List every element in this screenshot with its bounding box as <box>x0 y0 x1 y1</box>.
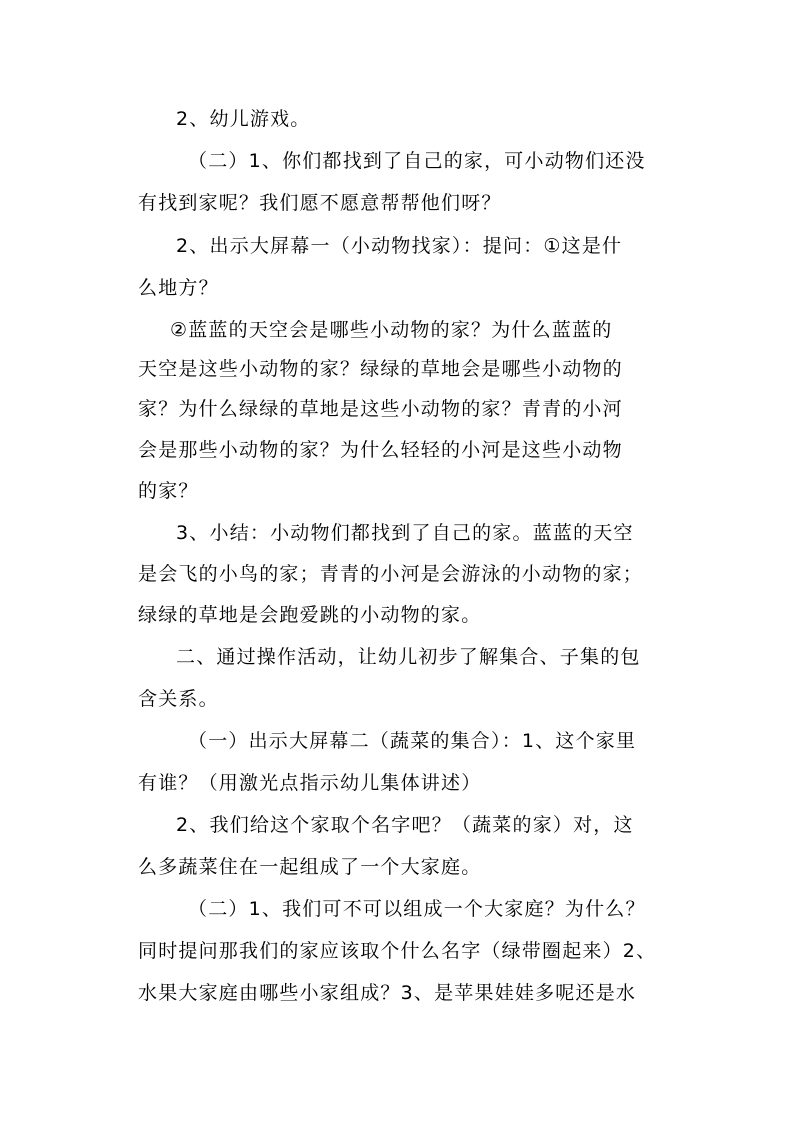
text-line: 么多蔬菜住在一起组成了一个大家庭。 <box>138 856 482 878</box>
text-line: 二、通过操作活动，让幼儿初步了解集合、子集的包 <box>176 646 641 668</box>
text-line: 么地方？ <box>138 277 219 299</box>
text-line: 会是那些小动物的家？为什么轻轻的小河是这些小动物 <box>138 439 623 461</box>
text-line: 有谁？（用激光点指示幼儿集体讲述） <box>138 772 482 794</box>
text-line: 绿绿的草地是会跑爱跳的小动物的家。 <box>138 604 482 626</box>
text-line: 2、我们给这个家取个名字吧？（蔬菜的家）对，这 <box>176 814 634 836</box>
text-line: （二）1、你们都找到了自己的家，可小动物们还没 <box>188 150 646 172</box>
text-line: （二）1、我们可不可以组成一个大家庭？为什么？ <box>188 898 646 920</box>
text-line: 水果大家庭由哪些小家组成？3、是苹果娃娃多呢还是水 <box>138 982 637 1004</box>
text-line: 有找到家呢？我们愿不愿意帮帮他们呀？ <box>138 192 502 214</box>
text-line: 天空是这些小动物的家？绿绿的草地会是哪些小动物的 <box>138 358 623 380</box>
text-line: 的家？ <box>138 480 199 502</box>
text-line: 含关系。 <box>138 688 219 710</box>
text-line: （一）出示大屏幕二（蔬菜的集合）：1、这个家里 <box>188 730 637 752</box>
text-line: 同时提问那我们的家应该取个什么名字（绿带圈起来）2、 <box>138 940 657 962</box>
text-line: ②蓝蓝的天空会是哪些小动物的家？为什么蓝蓝的 <box>170 319 613 341</box>
text-line: 2、出示大屏幕一（小动物找家）：提问：①这是什 <box>176 235 623 257</box>
text-line: 2、幼儿游戏。 <box>176 108 311 130</box>
text-line: 是会飞的小鸟的家；青青的小河是会游泳的小动物的家； <box>138 563 644 585</box>
text-line: 家？为什么绿绿的草地是这些小动物的家？青青的小河 <box>138 398 623 420</box>
text-line: 3、小结：小动物们都找到了自己的家。蓝蓝的天空 <box>176 522 634 544</box>
